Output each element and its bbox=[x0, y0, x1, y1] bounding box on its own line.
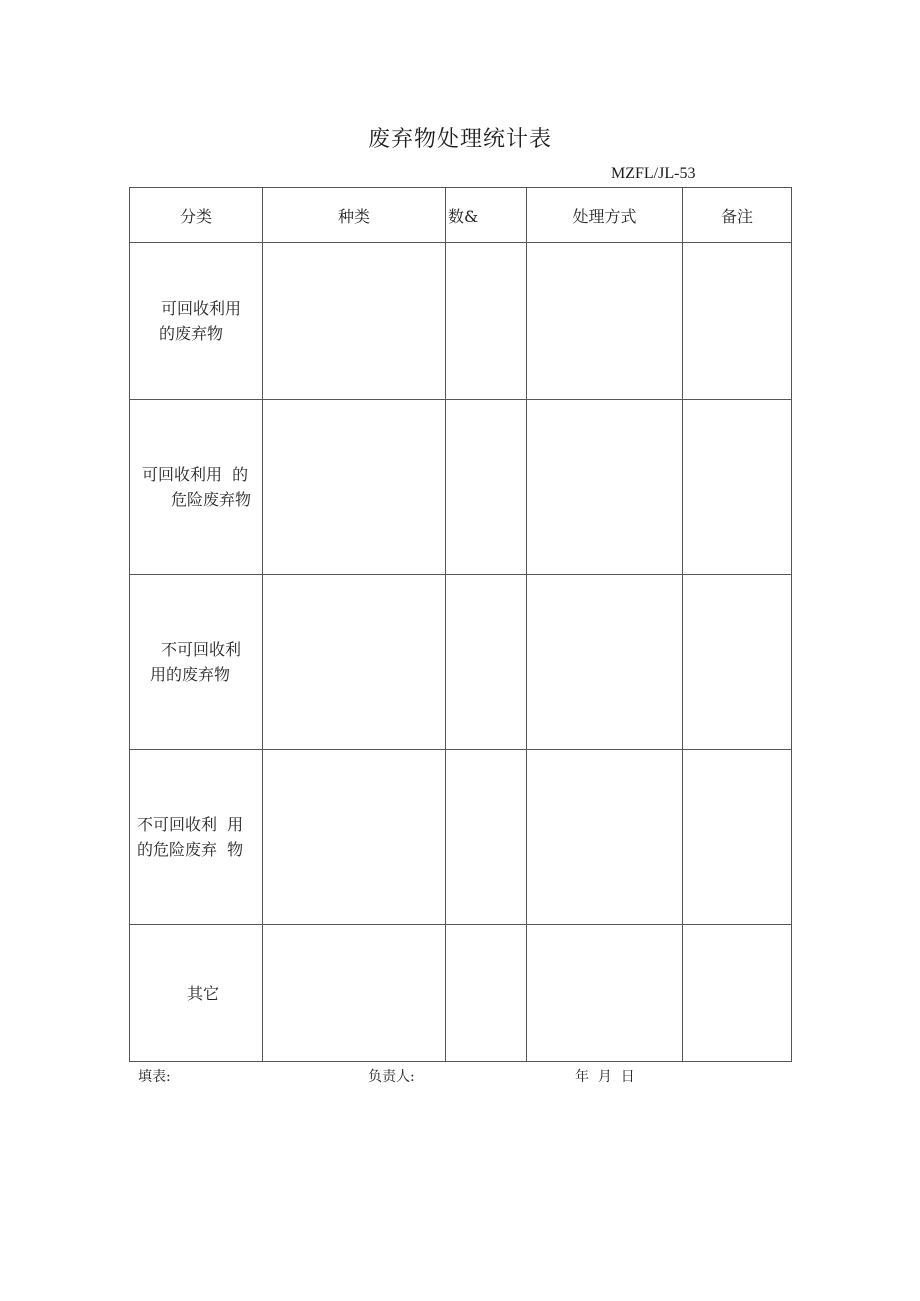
category-line-2: 用的废弃物 bbox=[150, 665, 231, 684]
document-title: 废弃物处理统计表 bbox=[367, 127, 552, 152]
footer-date-label: 年 月 日 bbox=[575, 1069, 635, 1085]
remarks-cell[interactable] bbox=[683, 925, 792, 1062]
method-cell[interactable] bbox=[527, 925, 683, 1062]
category-line-1: 不可回收利 bbox=[161, 640, 242, 659]
category-line-1: 其它 bbox=[187, 983, 220, 1003]
type-cell[interactable] bbox=[263, 925, 446, 1062]
header-type: 种类 bbox=[263, 188, 446, 243]
method-cell[interactable] bbox=[527, 575, 683, 750]
category-cell bbox=[130, 243, 263, 400]
header-method: 处理方式 bbox=[527, 188, 683, 243]
footer-responsible-label: 负责人: bbox=[368, 1069, 415, 1085]
table-row bbox=[130, 575, 792, 750]
header-remarks: 备注 bbox=[683, 188, 792, 243]
category-line-2: 的危险废弃 物 bbox=[137, 840, 244, 859]
table-row bbox=[130, 400, 792, 575]
table-row bbox=[130, 750, 792, 925]
table-row bbox=[130, 243, 792, 400]
remarks-cell[interactable] bbox=[683, 575, 792, 750]
category-cell bbox=[130, 925, 263, 1062]
quantity-cell[interactable] bbox=[446, 575, 527, 750]
remarks-cell[interactable] bbox=[683, 750, 792, 925]
table-row bbox=[130, 925, 792, 1062]
header-category: 分类 bbox=[130, 188, 263, 243]
remarks-cell[interactable] bbox=[683, 400, 792, 575]
type-cell[interactable] bbox=[263, 243, 446, 400]
method-cell[interactable] bbox=[527, 243, 683, 400]
category-line-2: 危险废弃物 bbox=[171, 490, 252, 509]
type-cell[interactable] bbox=[263, 575, 446, 750]
type-cell[interactable] bbox=[263, 750, 446, 925]
category-line-1: 可回收利用 的 bbox=[142, 465, 249, 484]
waste-statistics-table bbox=[129, 187, 792, 1062]
category-line-2: 的废弃物 bbox=[159, 324, 224, 343]
category-cell bbox=[130, 750, 263, 925]
category-line-1: 可回收利用 bbox=[161, 299, 242, 318]
category-cell bbox=[130, 575, 263, 750]
quantity-cell[interactable] bbox=[446, 750, 527, 925]
method-cell[interactable] bbox=[527, 750, 683, 925]
quantity-cell[interactable] bbox=[446, 400, 527, 575]
type-cell[interactable] bbox=[263, 400, 446, 575]
table-header-row bbox=[130, 188, 792, 243]
document-code: MZFL/JL-53 bbox=[611, 165, 696, 182]
method-cell[interactable] bbox=[527, 400, 683, 575]
footer-filler-label: 填表: bbox=[138, 1069, 171, 1085]
header-quantity: 数& bbox=[446, 188, 527, 243]
remarks-cell[interactable] bbox=[683, 243, 792, 400]
quantity-cell[interactable] bbox=[446, 925, 527, 1062]
category-cell bbox=[130, 400, 263, 575]
quantity-cell[interactable] bbox=[446, 243, 527, 400]
category-line-1: 不可回收利 用 bbox=[137, 815, 244, 834]
